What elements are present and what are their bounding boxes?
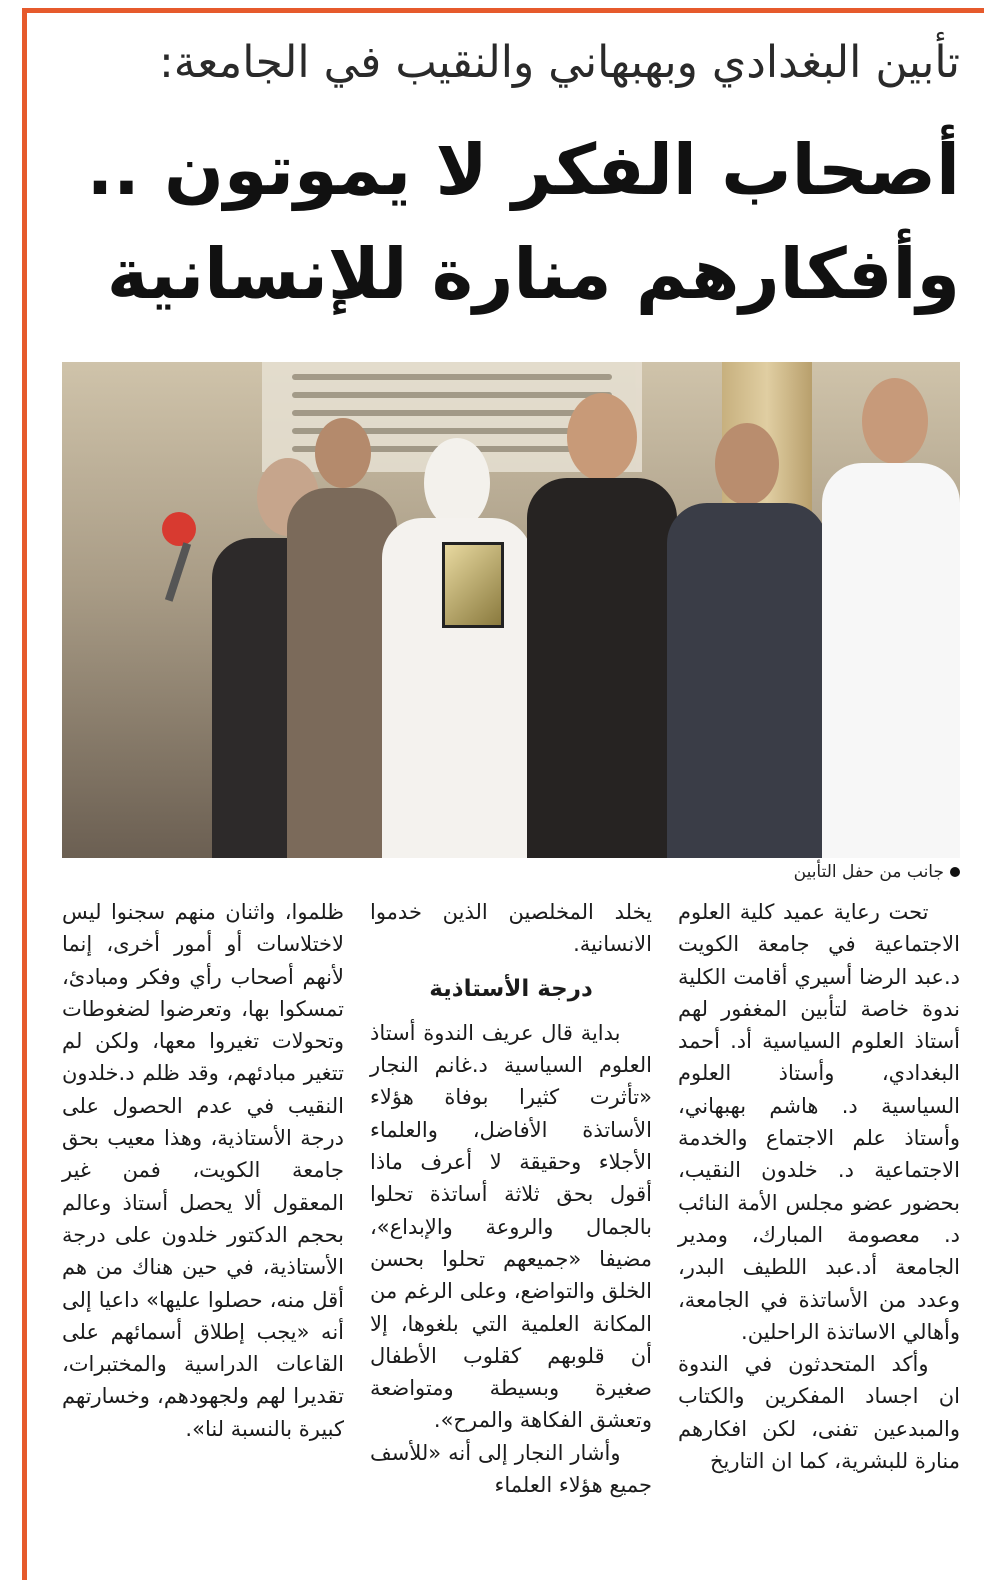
photo-caption-text: جانب من حفل التأبين	[793, 862, 944, 882]
award-plaque	[442, 542, 504, 628]
paragraph: وأشار النجار إلى أنه «للأسف جميع هؤلاء العلماء	[370, 1440, 652, 1498]
article-photo	[62, 362, 960, 858]
article-column-2	[370, 896, 652, 1501]
photo-caption	[560, 862, 960, 882]
photo-person-4	[527, 393, 677, 858]
headline-line-2: وأفكارهم منارة للإنسانية	[106, 233, 960, 315]
paragraph: وأكد المتحدثون في الندوة ان اجساد المفكرين والكتاب والمبدعين تفنى، لكن افكارهم منارة للبشرية، كما ان التاريخ	[678, 1352, 960, 1474]
section-subheading: درجة الأستاذية	[429, 975, 593, 1002]
paragraph: بداية قال عريف الندوة أستاذ العلوم السياسية د.غانم النجار «تأثرت كثيرا بوفاة هؤلاء الأساتذة الأفاضل، والعلماء الأجلاء وحقيقة لا أعرف ماذا أقول بحق ثلاثة أساتذة تحلوا بالجمال والروعة والإبداع»، مضيفا «جميعهم تحلوا بحسن الخلق والتواضع، وعلى الرغم من المكانة العلمية التي بلغوها، إلا أن قلوبهم كقلوب الأطفال صغيرة وبسيطة ومتواضعة وتعشق الفكاهة والمرح».	[370, 1020, 652, 1433]
microphone-icon	[162, 512, 196, 546]
article-headline	[60, 118, 960, 326]
photo-person-3	[382, 438, 532, 858]
photo-person-5	[667, 423, 827, 858]
article-column-1	[678, 896, 960, 1477]
paragraph: يخلد المخلصين الذين خدموا الانسانية.	[370, 900, 652, 957]
photo-person-2	[287, 418, 397, 858]
paragraph: تحت رعاية عميد كلية العلوم الاجتماعية في جامعة الكويت د.عبد الرضا أسيري أقامت الكلية ندوة خاصة لتأبين المغفور لهم أستاذ العلوم السياسية أد. أحمد البغدادي، وأستاذ العلوم السياسية د. هاشم بهبهاني، وأستاذ علم الاجتماع والخدمة الاجتماعية د. خلدون النقيب، بحضور عضو مجلس الأمة النائب د. معصومة المبارك، ومدير الجامعة أد.عبد اللطيف البدر، وعدد من الأساتذة في الجامعة، وأهالي الاساتذة الراحلين.	[678, 900, 960, 1344]
bullet-icon	[950, 867, 960, 877]
paragraph: ظلموا، واثنان منهم سجنوا ليس لاختلاسات أو أمور أخرى، إنما لأنهم أصحاب رأي وفكر ومبادئ، تمسكوا بها، وتعرضوا لضغوطات وتحولات تغيروا معها، ولكن لم تتغير مبادئهم، وقد ظلم د.خلدون النقيب في عدم الحصول على درجة الأستاذية، وهذا معيب بحق جامعة الكويت، فمن غير المعقول ألا يحصل أستاذ وعالم بحجم الدكتور خلدون على درجة الأستاذية، في حين هناك من هم أقل منه، حصلوا عليها» داعيا إلى أنه «يجب إطلاق أسمائهم على القاعات الدراسية والمختبرات، تقديرا لهم ولجهودهم، وخسارتهم كبيرة بالنسبة لنا».	[62, 900, 344, 1441]
photo-person-6	[822, 378, 960, 858]
headline-line-1: أصحاب الفكر لا يموتون ..	[86, 129, 960, 211]
article-column-3	[62, 896, 344, 1445]
microphone-stand	[165, 542, 191, 602]
article-kicker: تأبين البغدادي وبهبهاني والنقيب في الجامعة:	[158, 37, 960, 88]
